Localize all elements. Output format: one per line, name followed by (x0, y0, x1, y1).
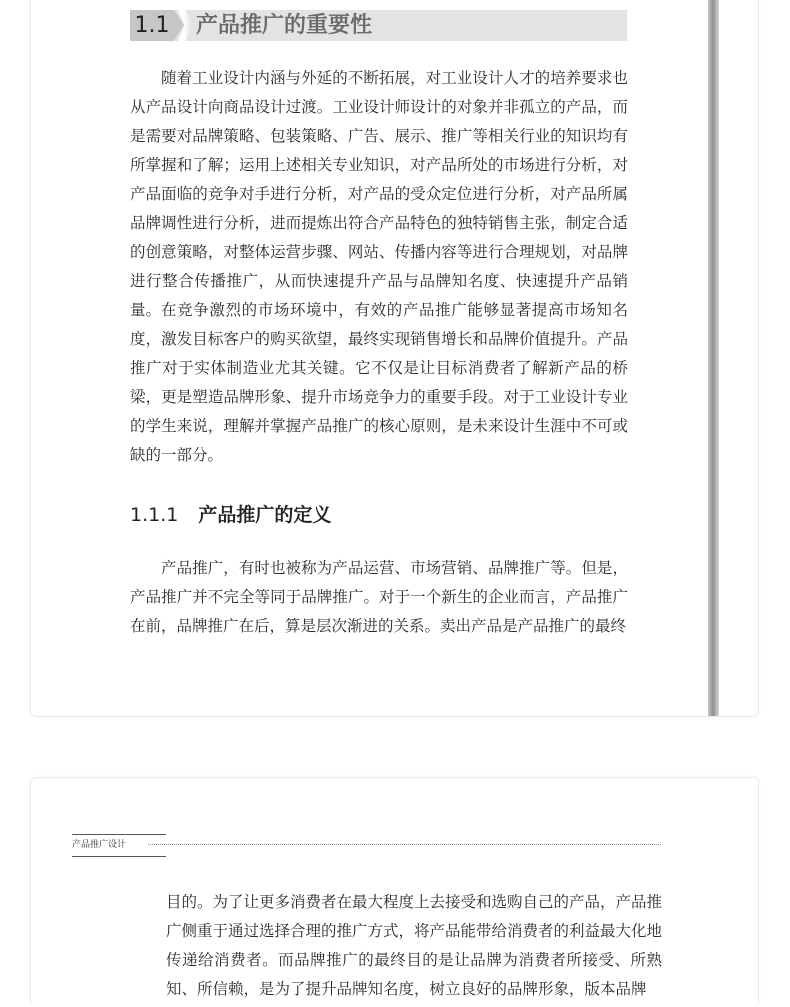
paragraph-1 (130, 64, 628, 325)
book-page-1 (30, 0, 759, 717)
running-header: 产品推广设计 (72, 834, 166, 857)
book-page-2 (30, 777, 759, 1007)
paragraph-text: 在竞争激烈的市场环境中，有效的产品推广能够显著提高市场知名度，激发目标客户的购买欲望，最终实现销售增长和品牌价值提升。产品推广对于实体制造业尤其关键。它不仅是让目标消费者了解新产品的桥梁，更是塑造品牌形象、提升市场竞争力的重要手段。对于工业设计专业的学生来说，理解并掌握产品推广的核心原则，是未来设计生涯中不可或缺的一部分。 (130, 301, 628, 464)
paragraph-text: 目的。为了让更多消费者在最大程度上去接受和选购自己的产品，产品推广侧重于通过选择合理的推广方式，将产品能带给消费者的利益最大化地传递给消费者。而品牌推广的最终目的是让品牌为消费者所接受、所熟知、所信赖，是为了提升品牌知名度，树立良好的品牌形象，版本品牌 (166, 893, 663, 998)
subsection-title: 产品推广的定义 (198, 504, 332, 526)
section-title: 产品推广的重要性 (196, 13, 373, 38)
subsection-heading (130, 500, 331, 527)
paragraph-text: 随着工业设计内涵与外延的不断拓展，对工业设计人才的培养要求也从产品设计向商品设计过渡。工业设计师设计的对象并非孤立的产品，而是需要对品牌策略、包装策略、广告、展示、推广等相关行业的知识均有所掌握和了解；运用上述相关专业知识，对产品所处的市场进行分析，对产品面临的竞争对手进行分析，对产品的受众定位进行分析，对产品所属品牌调性进行分析，进而提炼出符合产品特色的独特销售主张，制定合适的创意策略，对整体运营步骤、网站、传播内容等进行合理规划，对品牌进行整合传播推广，从而快速提升产品与品牌知名度、快速提升产品销量。 (130, 69, 628, 319)
header-dotted-rule (148, 844, 661, 845)
book-spine-shadow (708, 0, 719, 716)
paragraph-3 (130, 554, 628, 641)
paragraph-2 (130, 296, 628, 470)
section-heading-bar (130, 10, 627, 41)
paragraph-text: 产品推广，有时也被称为产品运营、市场营销、品牌推广等。但是，产品推广并不完全等同于品牌推广。对于一个新生的企业而言，产品推广在前，品牌推广在后，算是层次渐进的关系。卖出产品是产品推广的最终 (130, 559, 628, 635)
subsection-number: 1.1.1 (130, 504, 179, 526)
section-number: 1.1 (130, 10, 174, 41)
